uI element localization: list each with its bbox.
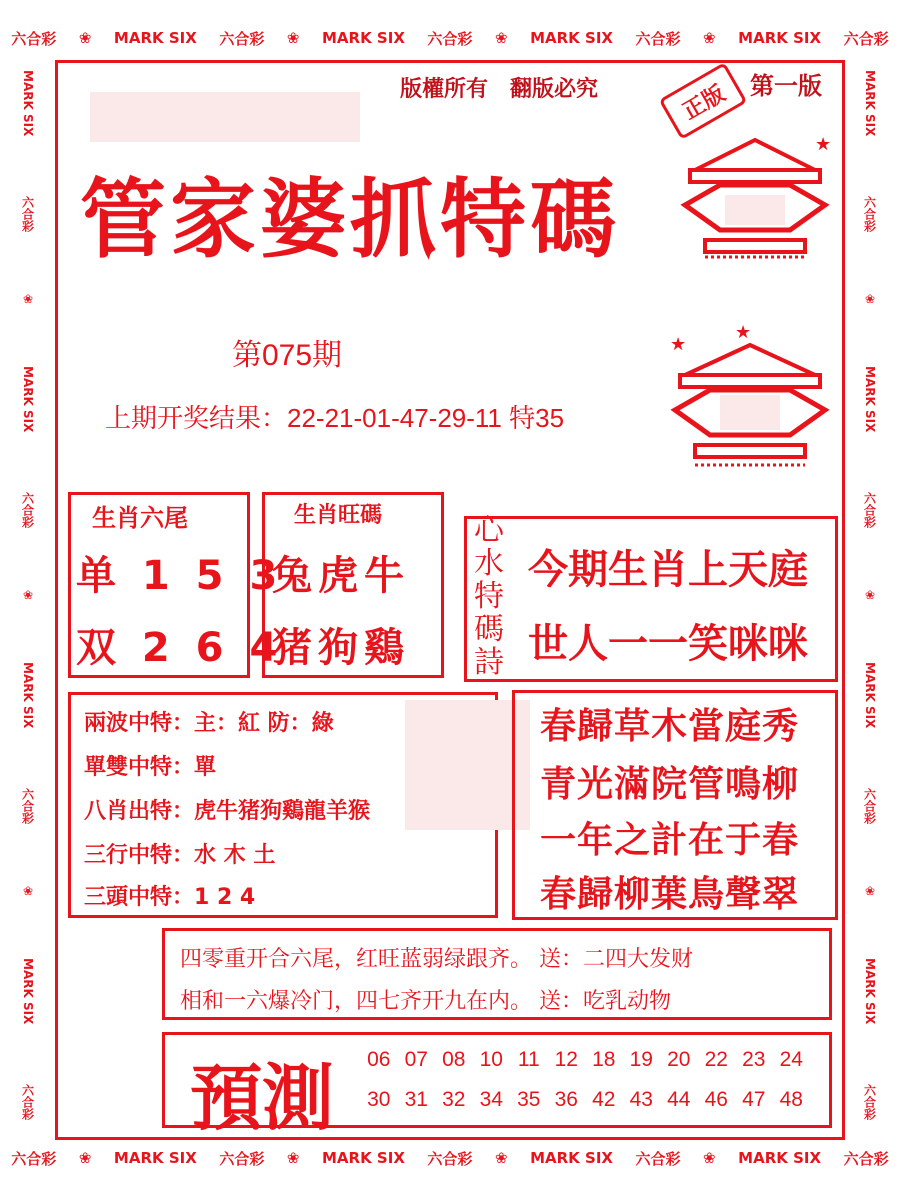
border-text: 六合彩 xyxy=(20,788,35,824)
flower-icon: ❀ xyxy=(22,883,34,898)
border-text: 六合彩 xyxy=(427,1149,473,1168)
copyright-notice: 版權所有 翻版必究 xyxy=(400,76,599,102)
prediction-number: 43 xyxy=(629,1088,653,1111)
edition-label: 第一版 xyxy=(750,71,822,100)
prediction-number: 23 xyxy=(742,1048,766,1071)
border-text: 六合彩 xyxy=(20,196,35,233)
prediction-number: 07 xyxy=(404,1048,428,1071)
poem-line-1: 今期生肖上天庭 xyxy=(528,547,808,593)
border-text: MARK SIX xyxy=(738,1149,822,1167)
flower-icon: ❀ xyxy=(78,29,92,47)
border-text: MARK SIX xyxy=(21,69,35,137)
flower-icon: ❀ xyxy=(22,587,34,602)
svg-text:★: ★ xyxy=(815,134,832,155)
border-text: MARK SIX xyxy=(863,69,877,137)
border-text: MARK SIX xyxy=(530,1149,613,1167)
flower-icon: ❀ xyxy=(864,587,876,602)
border-text: 六合彩 xyxy=(11,29,57,48)
border-text: 六合彩 xyxy=(862,196,877,233)
poem-vertical-label xyxy=(474,514,510,679)
verse-line: 一年之計在于春 xyxy=(540,820,800,861)
issue-number: 第075期 xyxy=(232,339,343,372)
border-text: MARK SIX xyxy=(863,957,877,1025)
border-text: 六合彩 xyxy=(427,29,473,48)
note-line: 相和一六爆冷门，四七齐开九在内。 送：吃乳动物 xyxy=(180,989,671,1014)
border-text: 六合彩 xyxy=(862,1083,877,1120)
border-text: 六合彩 xyxy=(20,1083,35,1120)
prediction-number: 12 xyxy=(554,1048,578,1071)
prediction-number: 32 xyxy=(442,1088,466,1111)
note-line: 四零重开合六尾，红旺蓝弱绿跟齐。 送：二四大发财 xyxy=(180,947,693,972)
border-text: 六合彩 xyxy=(635,29,681,48)
prediction-number: 48 xyxy=(779,1088,803,1111)
zodiac-tail-heading: 生肖六尾 xyxy=(92,503,188,532)
prediction-number: 34 xyxy=(479,1088,503,1111)
zodiac-hot-heading: 生肖旺碼 xyxy=(294,502,383,528)
svg-text:★: ★ xyxy=(670,334,687,355)
poem-line-2: 世人一一笑咪咪 xyxy=(528,621,808,667)
tip-line: 三頭中特：1 2 4 xyxy=(84,885,256,910)
border-text: MARK SIX xyxy=(322,1149,405,1167)
blurred-area xyxy=(90,92,360,142)
border-text: 六合彩 xyxy=(635,1149,681,1168)
flower-icon: ❀ xyxy=(494,29,508,47)
prediction-number: 10 xyxy=(479,1048,503,1071)
border-text: MARK SIX xyxy=(21,957,35,1025)
verse-line: 春歸草木當庭秀 xyxy=(540,706,800,747)
prediction-number: 08 xyxy=(442,1048,466,1071)
prediction-number: 19 xyxy=(629,1048,653,1071)
border-text: 六合彩 xyxy=(843,1149,889,1168)
poem-label-char: 心 xyxy=(474,513,504,548)
verse-line: 青光滿院管鳴柳 xyxy=(540,764,800,805)
flower-icon: ❀ xyxy=(703,1149,716,1167)
border-text: MARK SIX xyxy=(322,29,405,47)
prediction-number: 18 xyxy=(592,1048,616,1071)
authentic-stamp: 正版 xyxy=(659,62,748,140)
prediction-number: 06 xyxy=(367,1048,391,1071)
prediction-number: 20 xyxy=(667,1048,691,1071)
poem-label-char: 水 xyxy=(474,546,504,581)
page-title: 管家婆抓特碼 xyxy=(80,169,620,270)
prediction-number: 42 xyxy=(592,1088,616,1111)
prediction-number: 44 xyxy=(667,1088,691,1111)
tip-line: 八肖出特：虎牛猪狗鷄龍羊猴 xyxy=(84,799,371,824)
border-text: MARK SIX xyxy=(863,661,877,729)
border-text: 六合彩 xyxy=(862,492,877,529)
prediction-number: 24 xyxy=(779,1048,803,1071)
tip-line: 三行中特：水 木 土 xyxy=(84,843,276,868)
verse-line: 春歸柳葉鳥聲翠 xyxy=(540,874,800,915)
prediction-number: 11 xyxy=(517,1048,540,1071)
border-text: 六合彩 xyxy=(219,29,265,48)
prediction-number: 30 xyxy=(367,1088,391,1111)
prediction-number: 36 xyxy=(554,1088,578,1111)
svg-text:★: ★ xyxy=(735,322,752,343)
border-text: MARK SIX xyxy=(113,29,197,47)
flower-icon: ❀ xyxy=(286,1149,300,1167)
flower-icon: ❀ xyxy=(78,1149,92,1167)
border-text: MARK SIX xyxy=(863,365,877,433)
border-left xyxy=(10,40,46,1150)
pavilion-icon xyxy=(665,125,845,305)
border-bottom xyxy=(0,1138,900,1178)
zodiac-hot-row1: 兔虎牛 xyxy=(272,553,410,599)
border-text: MARK SIX xyxy=(21,661,35,729)
border-text: MARK SIX xyxy=(113,1149,197,1167)
border-top xyxy=(0,18,900,58)
prediction-number: 35 xyxy=(517,1088,541,1111)
flower-icon: ❀ xyxy=(286,29,300,47)
prediction-row-1 xyxy=(360,1048,810,1072)
border-text: 六合彩 xyxy=(843,29,889,48)
poem-label-char: 碼 xyxy=(474,612,504,647)
zodiac-tail-row1: 单 1 5 3 xyxy=(76,553,284,599)
tip-line: 兩波中特：主：紅 防：綠 xyxy=(84,711,334,736)
border-text: MARK SIX xyxy=(530,29,613,47)
border-text: 六合彩 xyxy=(11,1149,57,1168)
flower-icon: ❀ xyxy=(864,292,876,306)
tip-line: 單雙中特：單 xyxy=(84,755,217,780)
last-draw-result: 上期开奖结果：22-21-01-47-29-11 特35 xyxy=(105,403,565,433)
border-text: MARK SIX xyxy=(21,365,35,433)
border-right xyxy=(852,40,888,1150)
prediction-number: 22 xyxy=(704,1048,728,1071)
flower-icon: ❀ xyxy=(22,292,34,306)
prediction-row-2 xyxy=(360,1088,810,1112)
pavilion-icon xyxy=(665,320,845,500)
border-text: 六合彩 xyxy=(862,788,877,824)
zodiac-hot-row2: 猪狗鷄 xyxy=(272,625,410,671)
prediction-number: 46 xyxy=(704,1088,728,1111)
poem-label-char: 詩 xyxy=(474,645,504,680)
flower-icon: ❀ xyxy=(864,883,876,898)
poem-label-char: 特 xyxy=(474,579,504,614)
flower-icon: ❀ xyxy=(703,29,716,47)
prediction-number: 31 xyxy=(404,1088,428,1111)
prediction-label: 預測 xyxy=(190,1055,335,1140)
zodiac-tail-row2: 双 2 6 4 xyxy=(76,625,284,671)
flower-icon: ❀ xyxy=(494,1149,508,1167)
prediction-number: 47 xyxy=(742,1088,766,1111)
border-text: 六合彩 xyxy=(20,492,35,529)
border-text: 六合彩 xyxy=(219,1149,265,1168)
border-text: MARK SIX xyxy=(738,29,822,47)
